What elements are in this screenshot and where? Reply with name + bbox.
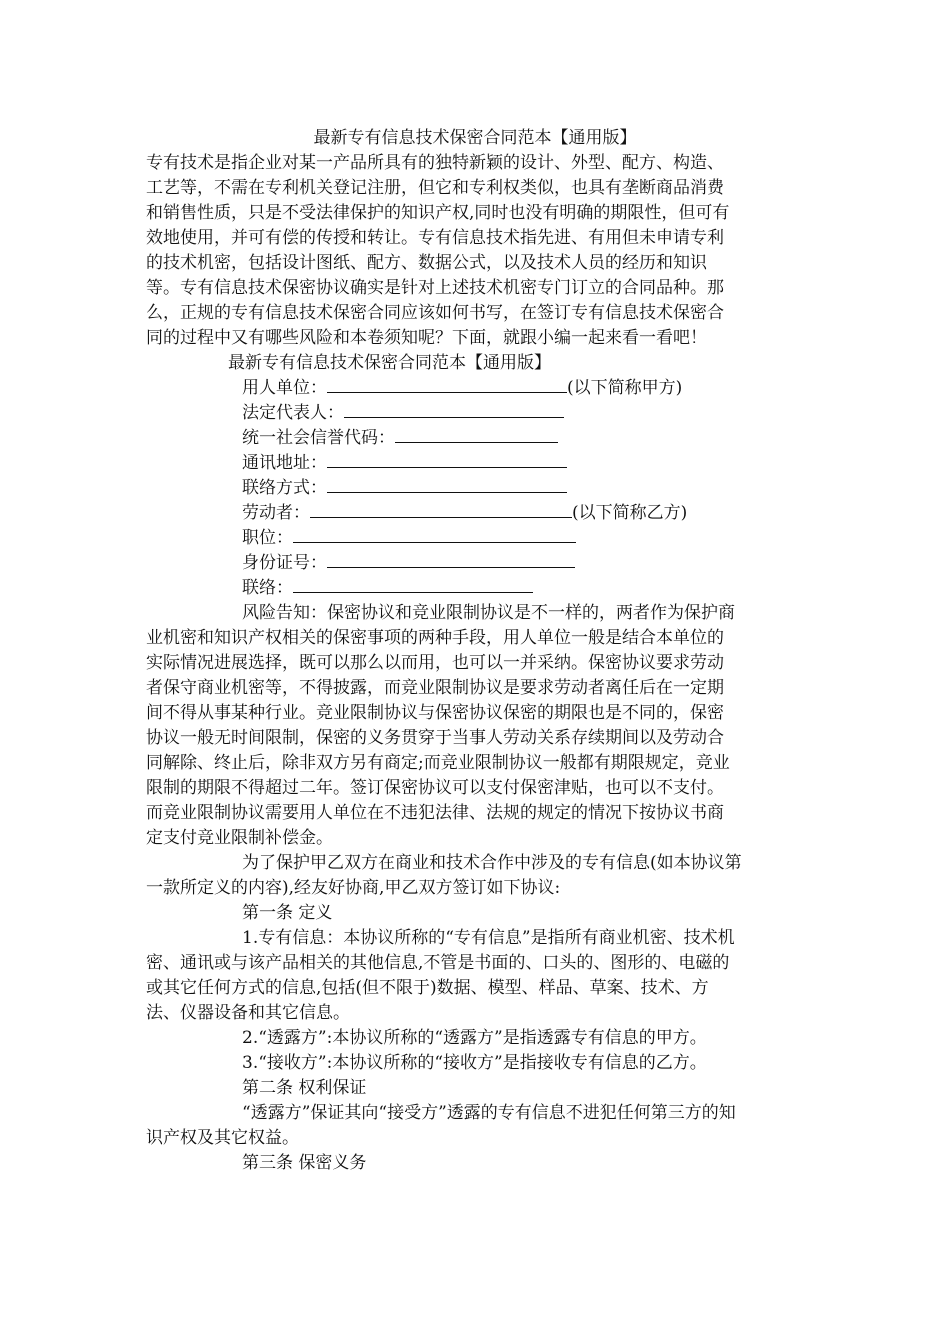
liaison-blank	[293, 576, 533, 593]
intro-line: 工艺等，不需在专利机关登记注册，但它和专利权类似，也具有垄断商品消费	[146, 178, 724, 198]
id-field	[242, 551, 575, 575]
contract-subtitle: 最新专有信息技术保密合同范本【通用版】	[228, 353, 551, 373]
liaison-field	[242, 576, 533, 600]
document-title: 最新专有信息技术保密合同范本【通用版】	[313, 128, 637, 148]
article1-item3: 3.“接收方”:本协议所称的“接收方”是指接收专有信息的乙方。	[242, 1053, 707, 1073]
article2-line: 识产权及其它权益。	[146, 1128, 299, 1148]
employer-suffix: (以下简称甲方)	[567, 378, 683, 398]
employer-label: 用人单位：	[242, 378, 327, 398]
liaison-label: 联络：	[242, 578, 293, 598]
address-blank	[327, 451, 567, 468]
risk-line: 实际情况进展选择，既可以那么以而用，也可以一并采纳。保密协议要求劳动	[146, 653, 724, 673]
article1-item1-line: 1.专有信息：本协议所称的“专有信息”是指所有商业机密、技术机	[242, 928, 735, 948]
worker-suffix: (以下简称乙方)	[572, 503, 688, 523]
id-label: 身份证号：	[242, 553, 327, 573]
employer-blank	[327, 376, 567, 393]
preamble-line: 为了保护甲乙双方在商业和技术合作中涉及的专有信息(如本协议第	[242, 853, 742, 873]
address-field	[242, 451, 567, 475]
article2-line: “透露方”保证其向“接受方”透露的专有信息不进犯任何第三方的知	[242, 1103, 736, 1123]
contact-blank	[327, 476, 567, 493]
article1-heading: 第一条 定义	[242, 903, 333, 923]
id-blank	[327, 551, 575, 568]
article1-item1-line: 或其它任何方式的信息,包括(但不限于)数据、模型、样品、草案、技术、方	[146, 978, 709, 998]
legal-rep-field	[242, 401, 564, 425]
risk-line: 限制的期限不得超过二年。签订保密协议可以支付保密津贴，也可以不支付。	[146, 778, 724, 798]
risk-line: 风险告知：保密协议和竞业限制协议是不一样的，两者作为保护商	[242, 603, 735, 623]
intro-line: 专有技术是指企业对某一产品所具有的独特新颖的设计、外型、配方、构造、	[146, 153, 724, 173]
position-field	[242, 526, 576, 550]
position-label: 职位：	[242, 528, 293, 548]
article1-item1-line: 密、通讯或与该产品相关的其他信息,不管是书面的、口头的、图形的、电磁的	[146, 953, 730, 973]
risk-line: 者保守商业机密等，不得披露，而竞业限制协议是要求劳动者离任后在一定期	[146, 678, 724, 698]
intro-line: 同的过程中又有哪些风险和本卷须知呢？下面，就跟小编一起来看一看吧！	[146, 328, 707, 348]
address-label: 通讯地址：	[242, 453, 327, 473]
article2-heading: 第二条 权利保证	[242, 1078, 367, 1098]
contact-field	[242, 476, 567, 500]
risk-line: 同解除、终止后，除非双方另有商定;而竞业限制协议一般都有期限规定，竞业	[146, 753, 730, 773]
credit-code-field	[242, 426, 558, 450]
worker-blank	[310, 501, 572, 518]
legal-rep-label: 法定代表人：	[242, 403, 344, 423]
intro-line: 和销售性质，只是不受法律保护的知识产权,同时也没有明确的期限性，但可有	[146, 203, 730, 223]
worker-label: 劳动者：	[242, 503, 310, 523]
intro-line: 等。专有信息技术保密协议确实是针对上述技术机密专门订立的合同品种。那	[146, 278, 724, 298]
article1-item2: 2.“透露方”:本协议所称的“透露方”是指透露专有信息的甲方。	[242, 1028, 707, 1048]
contact-label: 联络方式：	[242, 478, 327, 498]
article1-item1-line: 法、仪器设备和其它信息。	[146, 1003, 350, 1023]
worker-field	[242, 501, 687, 525]
intro-line: 的技术机密，包括设计图纸、配方、数据公式，以及技术人员的经历和知识	[146, 253, 707, 273]
credit-code-blank	[395, 426, 558, 443]
credit-code-label: 统一社会信誉代码：	[242, 428, 395, 448]
legal-rep-blank	[344, 401, 564, 418]
risk-line: 定支付竞业限制补偿金。	[146, 828, 333, 848]
risk-line: 协议一般无时间限制，保密的义务贯穿于当事人劳动关系存续期间以及劳动合	[146, 728, 724, 748]
intro-line: 效地使用，并可有偿的传授和转让。专有信息技术指先进、有用但未申请专利	[146, 228, 724, 248]
risk-line: 间不得从事某种行业。竞业限制协议与保密协议保密的期限也是不同的，保密	[146, 703, 724, 723]
preamble-line: 一款所定义的内容),经友好协商,甲乙双方签订如下协议:	[146, 878, 561, 898]
risk-line: 而竞业限制协议需要用人单位在不违犯法律、法规的规定的情况下按协议书商	[146, 803, 724, 823]
intro-line: 么，正规的专有信息技术保密合同应该如何书写，在签订专有信息技术保密合	[146, 303, 724, 323]
article3-heading: 第三条 保密义务	[242, 1153, 367, 1173]
position-blank	[293, 526, 576, 543]
employer-field	[242, 376, 682, 400]
risk-line: 业机密和知识产权相关的保密事项的两种手段，用人单位一般是结合本单位的	[146, 628, 724, 648]
